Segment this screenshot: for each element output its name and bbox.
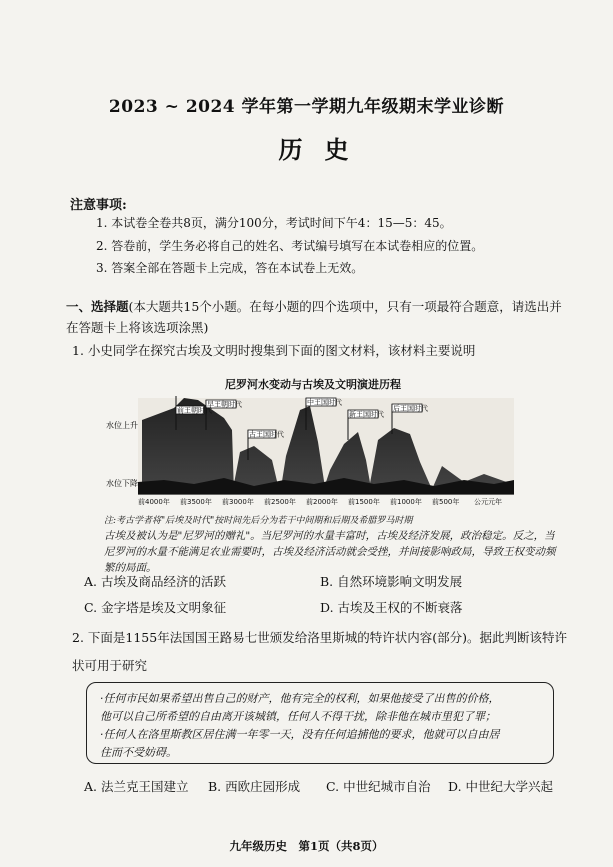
notice-item: 3. 答案全部在答题卡上完成，答在本试卷上无效。	[96, 261, 364, 275]
charter-line: 他可以自己所希望的自由离开该城镇，任何人不得干扰，除非他在城市里犯了罪；	[100, 710, 496, 723]
charter-line: 住而不受妨碍。	[100, 746, 177, 759]
exam-title: 2023 ~ 2024 学年第一学期九年级期末学业诊断	[108, 97, 505, 117]
q1-option-b[interactable]: B. 自然环境影响文明发展	[320, 574, 463, 589]
section-heading	[66, 296, 566, 338]
section-label: 一、选择题	[66, 299, 129, 314]
q2-option-b[interactable]: B. 西欧庄园形成	[208, 779, 301, 794]
flag-label: 早王朝时代	[207, 400, 242, 409]
q1-option-a[interactable]: A. 古埃及商品经济的活跃	[84, 574, 226, 589]
notice-title: 注意事项:	[70, 198, 127, 213]
x-tick: 前2000年	[306, 498, 338, 506]
q1-option-d[interactable]: D. 古埃及王权的不断衰落	[320, 600, 463, 615]
y-label-bottom: 水位下降	[106, 479, 138, 488]
charter-line: ·任何市民如果希望出售自己的财产，他有完全的权利，如果他接受了出售的价格，	[100, 692, 500, 705]
subject-title: 历史	[278, 135, 371, 164]
flag-label: 前王朝时代	[177, 406, 212, 415]
q2-option-a[interactable]: A. 法兰克王国建立	[84, 779, 189, 794]
charter-line: ·任何人在洛里斯教区居住满一年零一天，没有任何追捕他的要求，他就可以自由居	[100, 728, 500, 741]
page-footer: 九年级历史 第1页（共8页）	[229, 839, 384, 853]
figure-note: 注:考古学者将"后埃及时代"按时间先后分为若干中间期和后期及希腊罗马时期	[104, 516, 413, 526]
q2-option-c[interactable]: C. 中世纪城市自治	[326, 779, 431, 794]
q2-option-d[interactable]: D. 中世纪大学兴起	[448, 779, 554, 794]
y-label-top: 水位上升	[106, 421, 138, 430]
flag-label: 古王国时代	[249, 430, 284, 439]
question-1-stem: 1. 小史同学在探究古埃及文明时搜集到下面的图文材料，该材料主要说明	[72, 343, 476, 358]
nile-figure	[104, 370, 522, 530]
x-tick: 前3500年	[180, 498, 212, 506]
figure-title: 尼罗河水变动与古埃及文明演进历程	[225, 378, 401, 391]
flag-label: 新王国时代	[349, 410, 384, 419]
q1-option-c[interactable]: C. 金字塔是埃及文明象征	[84, 600, 227, 615]
flag-label: 后王国时代	[393, 404, 428, 413]
figure-text: 古埃及被认为是"尼罗河的赠礼"。当尼罗河的水量丰富时，古埃及经济发展，政治稳定。反之，当尼罗河的水量不能满足农业需要时，古埃及经济活动就会受挫，并间接影响政局，导致王权变动频繁的局面。	[104, 530, 556, 574]
flag-label: 中王国时代	[307, 398, 342, 407]
x-tick: 前1000年	[390, 498, 422, 506]
x-tick: 前4000年	[138, 498, 170, 506]
notice-item: 2. 答卷前，学生务必将自己的姓名、考试编号填写在本试卷相应的位置。	[96, 239, 484, 253]
question-2-stem: 2. 下面是1155年法国国王路易七世颁发给洛里斯城的特许状内容(部分)。据此判断该特许状可用于研究	[72, 630, 567, 673]
x-tick: 前3000年	[222, 498, 254, 506]
x-tick: 前1500年	[348, 498, 380, 506]
x-tick: 前500年	[432, 498, 460, 506]
x-tick: 前2500年	[264, 498, 296, 506]
x-tick: 公元元年	[474, 498, 502, 506]
x-tick-labels	[138, 497, 502, 506]
section-instructions: (本大题共15个小题。在每小题的四个选项中，只有一项最符合题意，请选出并在答题卡上将该选项涂黑)	[66, 299, 562, 335]
notice-item: 1. 本试卷全卷共8页，满分100分，考试时间下午4：15—5：45。	[96, 216, 452, 230]
